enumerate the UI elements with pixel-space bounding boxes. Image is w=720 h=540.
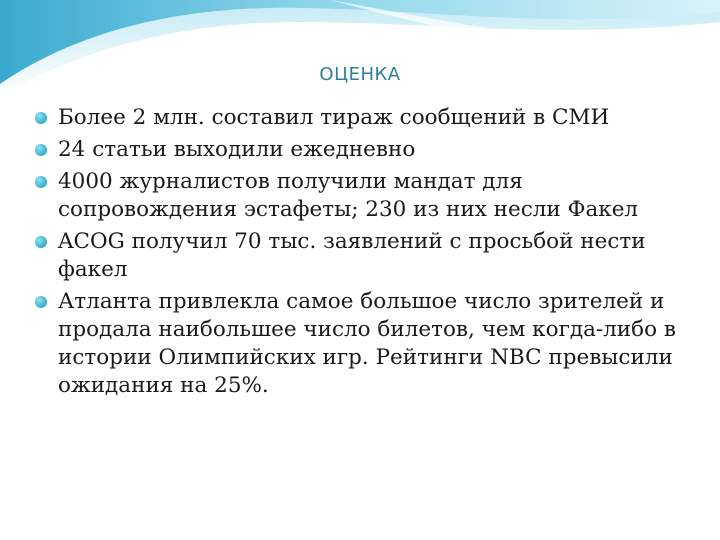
bullet-list	[34, 104, 684, 404]
slide-title: ОЦЕНКА	[319, 64, 401, 85]
bullet-dot-icon	[35, 236, 47, 248]
bullet-text: ACOG получил 70 тыс. заявлений с просьбой нести факел	[58, 229, 646, 282]
bullet-dot-icon	[35, 176, 47, 188]
bullet-item	[34, 168, 684, 224]
bullet-dot-icon	[35, 112, 47, 124]
bullet-item	[34, 136, 684, 164]
bullet-item	[34, 104, 684, 132]
bullet-dot-icon	[35, 296, 47, 308]
bullet-item	[34, 288, 684, 400]
bullet-text: 4000 журналистов получили мандат для сопровождения эстафеты; 230 из них несли Факел	[58, 169, 639, 222]
bullet-text: 24 статьи выходили ежедневно	[58, 137, 416, 162]
decorative-wave-header	[0, 0, 720, 110]
bullet-dot-icon	[35, 144, 47, 156]
bullet-text: Более 2 млн. составил тираж сообщений в СМИ	[58, 105, 610, 130]
bullet-item	[34, 228, 684, 284]
bullet-text: Атланта привлекла самое большое число зрителей и продала наибольшее число билетов, чем когда-либо в истории Олимпийских игр. Рейтинги NBC превысили ожидания на 25%.	[58, 289, 676, 398]
